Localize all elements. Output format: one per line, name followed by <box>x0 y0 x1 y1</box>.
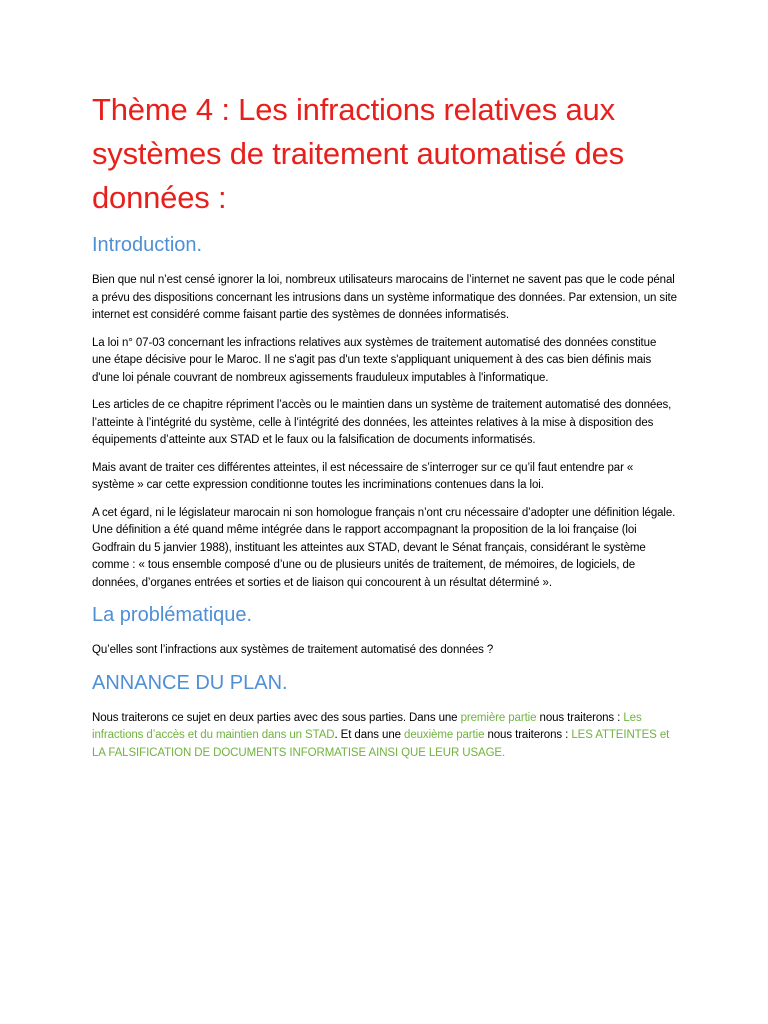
introduction-heading: Introduction. <box>92 234 203 256</box>
plan-part1-title: Les infractions d’accès et du maintien dans un STAD <box>92 711 642 741</box>
intro-paragraph-3: Les articles de ce chapitre répriment l’accès ou le maintien dans un système de traitement automatisé des données, l’atteinte à l’intégrité du système, celle à l’intégrité des données, les atteintes relatives à la mise à disposition des équipements d’atteinte aux STAD et le faux ou la falsification de documents informatisés. <box>92 399 672 446</box>
plan-part1-link: première partie <box>460 711 537 724</box>
plan-part2-title: LES ATTEINTES et LA FALSIFICATION DE DOCUMENTS INFORMATISE AINSI QUE LEUR USAGE. <box>92 729 670 759</box>
intro-paragraph-5: A cet égard, ni le législateur marocain ni son homologue français n’ont cru nécessaire d’adopter une définition légale. Une définition a été quand même intégrée dans le rapport accompagnant la proposition de la loi française (loi Godfrain du 5 janvier 1988), instituant les atteintes aux STAD, devant le Sénat français, considérant le système comme : « tous ensemble composé d’une ou de plusieurs unités de traitement, de mémoires, de logiciels, de données, d’organes entrées et sorties et de liaison qui concourent à un résultat déterminé ». <box>92 506 676 589</box>
document-title: Thème 4 : Les infractions relatives aux systèmes de traitement automatisé des données : <box>92 92 624 215</box>
plan-part2-prefix: . Et dans une <box>334 729 405 741</box>
plan-part1-suffix: nous traiterons : <box>536 711 624 724</box>
document-page <box>92 88 678 772</box>
problematique-paragraph: Qu’elles sont l’infractions aux systèmes de traitement automatisé des données ? <box>92 644 494 656</box>
intro-paragraph-4: Mais avant de traiter ces différentes atteintes, il est nécessaire de s’interroger sur ce qu’il faut entendre par « système » car cette expression conditionne toutes les incriminations contenues dans la loi. <box>92 461 634 491</box>
plan-heading: ANNANCE DU PLAN. <box>92 671 288 694</box>
plan-part2-suffix: nous traiterons : <box>484 729 572 741</box>
plan-paragraph <box>92 710 678 763</box>
intro-paragraph-1: Bien que nul n’est censé ignorer la loi, nombreux utilisateurs marocains de l’internet ne savent pas que le code pénal a prévu des dispositions concernant les intrusions dans un système informatique des données. Par extension, un site internet est considéré comme faisant partie des systèmes de données informatisés. <box>92 274 677 321</box>
problematique-heading: La problématique. <box>92 604 253 626</box>
intro-paragraph-2: La loi n° 07-03 concernant les infractions relatives aux systèmes de traitement automatisé des données constitue une étape décisive pour le Maroc. Il ne s'agit pas d'un texte s'appliquant uniquement à des cas bien définis mais d'une loi pénale couvrant de nombreux agissements frauduleux imputables à l'informatique. <box>92 336 657 384</box>
plan-part2-link: deuxième partie <box>404 729 485 741</box>
plan-part1-prefix: Nous traiterons ce sujet en deux parties avec des sous parties. Dans une <box>92 711 461 724</box>
